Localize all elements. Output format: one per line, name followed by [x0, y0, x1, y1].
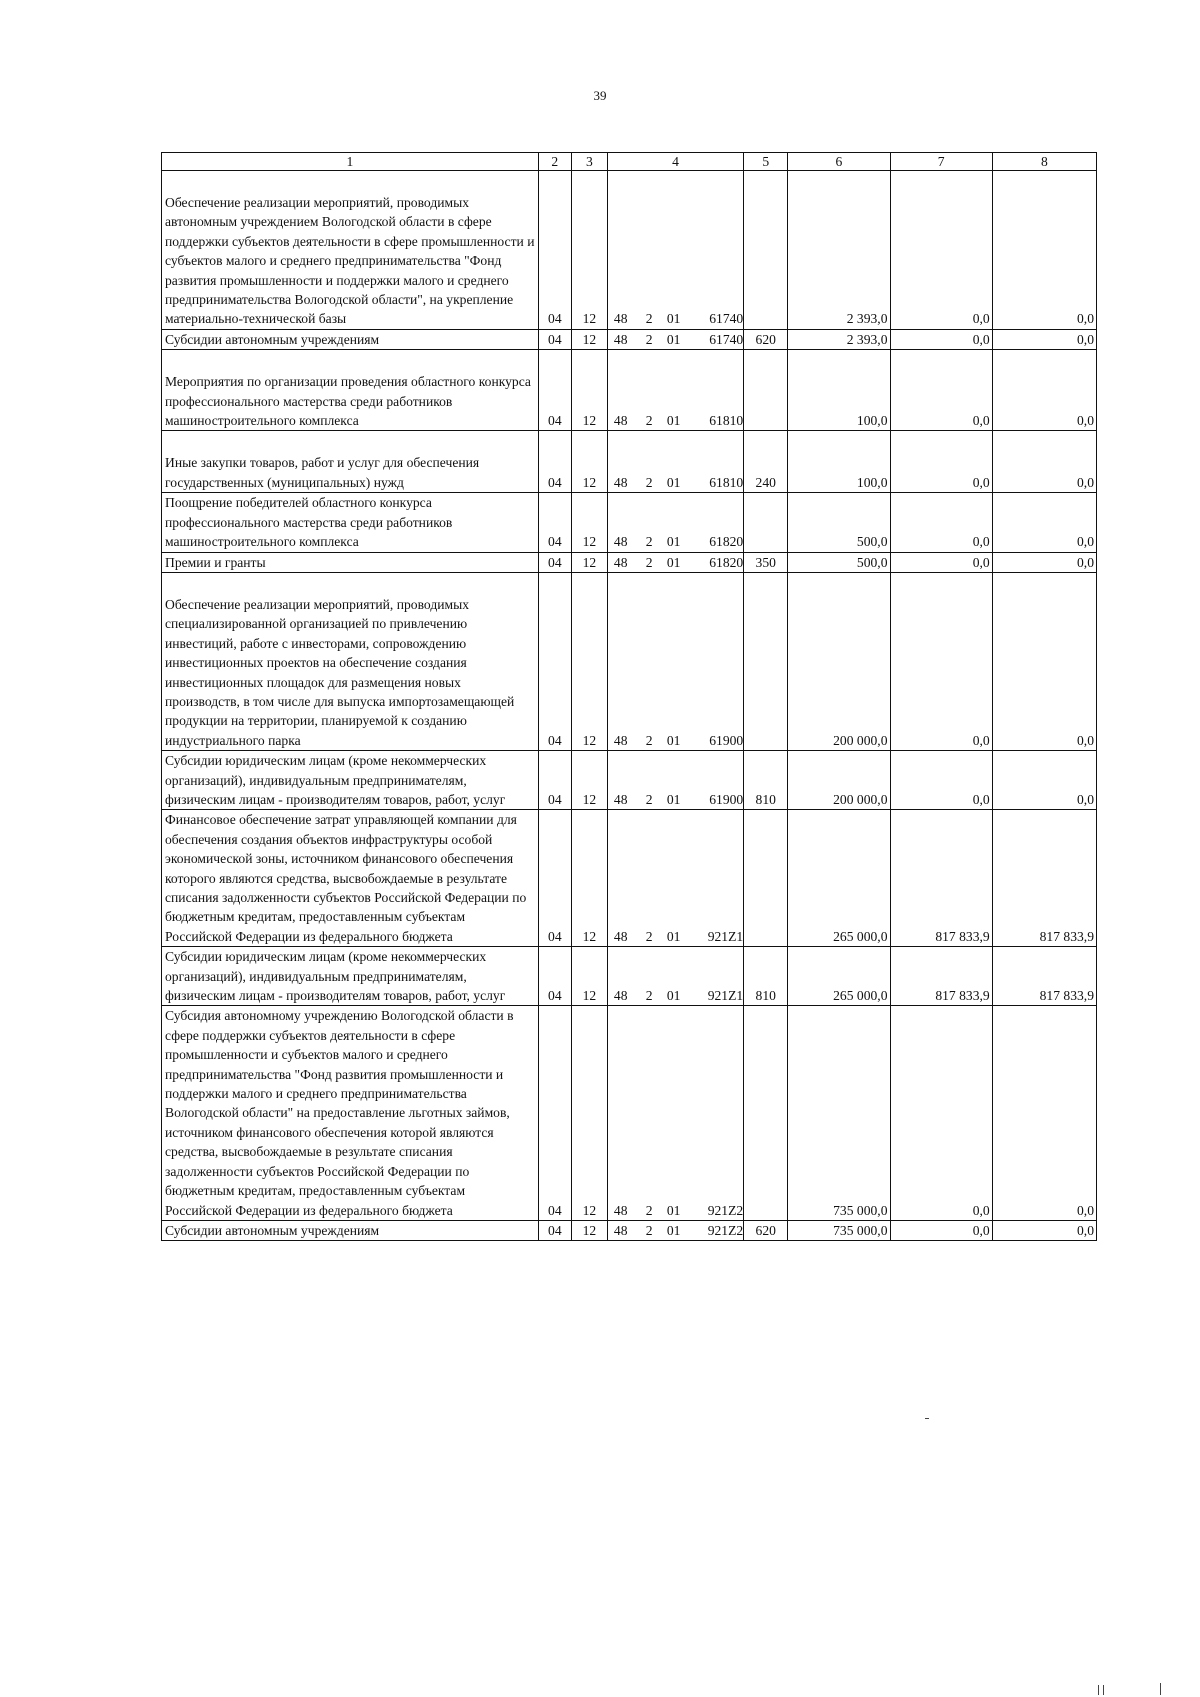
code-part: 48: [613, 928, 628, 944]
row-description: Обеспечение реализации мероприятий, проводимых автономным учреждением Вологодской области в сфере поддержки субъектов деятельности в сфере промышленности и субъектов малого и среднего предпринимательства "Фонд развития промышленности и поддержки малого и среднего предпринимательства Вологодской области", на укрепление материально-технической базы: [162, 171, 539, 330]
cell-expense-type: 810: [744, 751, 788, 810]
code-part: 2: [645, 732, 653, 748]
row-description: Поощрение победителей областного конкурса профессионального мастерства среди работников машиностроительного комплекса: [162, 493, 539, 552]
cell-amount-year3: 0,0: [992, 350, 1096, 431]
column-header: 8: [992, 153, 1096, 171]
cell-amount-year1: 100,0: [788, 350, 890, 431]
cell-amount-year2: 0,0: [890, 431, 992, 493]
table-row: [162, 810, 1097, 947]
code-part: 921Z2: [707, 1222, 744, 1238]
code-part: 01: [666, 413, 681, 429]
cell-amount-year3: 0,0: [992, 572, 1096, 750]
cell-amount-year1: 200 000,0: [788, 751, 890, 810]
cell-amount-year1: 2 393,0: [788, 171, 890, 330]
table-row: [162, 1006, 1097, 1220]
column-header: 2: [538, 153, 571, 171]
code-part: 48: [613, 1202, 628, 1218]
cell-amount-year1: 265 000,0: [788, 810, 890, 947]
cell-section: 04: [538, 552, 571, 572]
cell-expense-type: [744, 171, 788, 330]
code-part: 921Z2: [707, 1202, 744, 1218]
code-part: 01: [666, 928, 681, 944]
code-part: 2: [645, 331, 653, 347]
code-part: 01: [666, 732, 681, 748]
column-header: 4: [607, 153, 743, 171]
row-description: Субсидии юридическим лицам (кроме некоммерческих организаций), индивидуальным предпринимателям, физическим лицам - производителям товаров, работ, услуг: [162, 947, 539, 1006]
code-part: 48: [613, 988, 628, 1004]
cell-expense-type: [744, 1006, 788, 1220]
row-description: Финансовое обеспечение затрат управляющей компании для обеспечения создания объектов инфраструктуры особой экономической зоны, источником финансового обеспечения которого являются средства, высвобождаемые в результате списания задолженности субъектов Российской Федерации по бюджетным кредитам, предоставленным субъектам Российской Федерации из федерального бюджета: [162, 810, 539, 947]
cell-section: 04: [538, 329, 571, 349]
cell-subsection: 12: [571, 493, 607, 552]
cell-target-article: [607, 493, 743, 552]
cell-expense-type: 810: [744, 947, 788, 1006]
scan-mark: [1160, 1683, 1161, 1695]
cell-section: 04: [538, 431, 571, 493]
column-header: 6: [788, 153, 890, 171]
budget-table: [161, 152, 1097, 1241]
cell-section: 04: [538, 171, 571, 330]
cell-amount-year3: 0,0: [992, 493, 1096, 552]
code-part: 01: [666, 988, 681, 1004]
cell-amount-year3: 0,0: [992, 431, 1096, 493]
code-part: 2: [645, 413, 653, 429]
row-description: Субсидии автономным учреждениям: [162, 329, 539, 349]
code-part: 921Z1: [707, 988, 744, 1004]
cell-amount-year3: 0,0: [992, 329, 1096, 349]
code-part: 61810: [709, 413, 744, 429]
code-part: 48: [613, 474, 628, 490]
page-number: 39: [593, 88, 607, 103]
table-row: [162, 350, 1097, 431]
code-part: 61740: [709, 331, 744, 347]
cell-amount-year3: 0,0: [992, 751, 1096, 810]
cell-amount-year2: 0,0: [890, 552, 992, 572]
cell-expense-type: 620: [744, 329, 788, 349]
code-part: 2: [645, 311, 653, 327]
cell-section: 04: [538, 751, 571, 810]
table-row: [162, 329, 1097, 349]
cell-subsection: 12: [571, 552, 607, 572]
cell-target-article: [607, 751, 743, 810]
code-part: 01: [666, 311, 681, 327]
cell-target-article: [607, 1006, 743, 1220]
cell-section: 04: [538, 350, 571, 431]
row-description: Субсидии автономным учреждениям: [162, 1220, 539, 1240]
cell-subsection: 12: [571, 1220, 607, 1240]
cell-amount-year1: 100,0: [788, 431, 890, 493]
cell-section: 04: [538, 1220, 571, 1240]
code-part: 48: [613, 732, 628, 748]
cell-subsection: 12: [571, 1006, 607, 1220]
row-description: Обеспечение реализации мероприятий, проводимых специализированной организацией по привлечению инвестиций, работе с инвесторами, сопровождению инвестиционных проектов на обеспечение создания инвестиционных площадок для размещения новых производств, в том числе для выпуска импортозамещающей продукции на территории, планируемой к созданию индустриального парка: [162, 572, 539, 750]
cell-subsection: 12: [571, 751, 607, 810]
cell-amount-year3: 0,0: [992, 1006, 1096, 1220]
cell-target-article: [607, 572, 743, 750]
code-part: 61810: [709, 474, 744, 490]
cell-subsection: 12: [571, 171, 607, 330]
code-part: 01: [666, 474, 681, 490]
row-description: Субсидия автономному учреждению Вологодской области в сфере поддержки субъектов деятельности в сфере промышленности и субъектов малого и среднего предпринимательства "Фонд развития промышленности и поддержки малого и среднего предпринимательства Вологодской области" на предоставление льготных займов, источником финансового обеспечения которой являются средства, высвобождаемые в результате списания задолженности субъектов Российской Федерации по бюджетным кредитам, предоставленным субъектам Российской Федерации из федерального бюджета: [162, 1006, 539, 1220]
row-description: Субсидии юридическим лицам (кроме некоммерческих организаций), индивидуальным предпринимателям, физическим лицам - производителям товаров, работ, услуг: [162, 751, 539, 810]
table-row: [162, 947, 1097, 1006]
table-row: [162, 171, 1097, 330]
row-description: Мероприятия по организации проведения областного конкурса профессионального мастерства среди работников машиностроительного комплекса: [162, 350, 539, 431]
row-description: Премии и гранты: [162, 552, 539, 572]
cell-amount-year2: 0,0: [890, 329, 992, 349]
scan-mark: [1098, 1685, 1099, 1695]
table-row: [162, 552, 1097, 572]
table-row: [162, 1220, 1097, 1240]
code-part: 48: [613, 554, 628, 570]
cell-expense-type: [744, 810, 788, 947]
code-part: 2: [645, 928, 653, 944]
cell-amount-year2: 0,0: [890, 751, 992, 810]
cell-expense-type: 350: [744, 552, 788, 572]
header-row: [162, 153, 1097, 171]
cell-subsection: 12: [571, 431, 607, 493]
code-part: 2: [645, 474, 653, 490]
column-header: 3: [571, 153, 607, 171]
cell-target-article: [607, 350, 743, 431]
cell-amount-year1: 500,0: [788, 493, 890, 552]
cell-target-article: [607, 947, 743, 1006]
cell-amount-year2: 817 833,9: [890, 947, 992, 1006]
cell-amount-year3: 0,0: [992, 171, 1096, 330]
cell-subsection: 12: [571, 572, 607, 750]
cell-amount-year2: 0,0: [890, 1220, 992, 1240]
code-part: 01: [666, 791, 681, 807]
cell-section: 04: [538, 947, 571, 1006]
code-part: 01: [666, 331, 681, 347]
code-part: 2: [645, 988, 653, 1004]
code-part: 61900: [709, 732, 744, 748]
code-part: 61820: [709, 554, 744, 570]
cell-amount-year1: 2 393,0: [788, 329, 890, 349]
cell-expense-type: [744, 572, 788, 750]
table-row: [162, 572, 1097, 750]
code-part: 2: [645, 554, 653, 570]
cell-amount-year1: 500,0: [788, 552, 890, 572]
code-part: 48: [613, 534, 628, 550]
cell-amount-year1: 200 000,0: [788, 572, 890, 750]
cell-subsection: 12: [571, 350, 607, 431]
cell-section: 04: [538, 572, 571, 750]
code-part: 48: [613, 1222, 628, 1238]
cell-amount-year1: 735 000,0: [788, 1220, 890, 1240]
cell-section: 04: [538, 810, 571, 947]
table-row: [162, 493, 1097, 552]
code-part: 61820: [709, 534, 744, 550]
column-header: 7: [890, 153, 992, 171]
cell-amount-year3: 0,0: [992, 552, 1096, 572]
cell-expense-type: 620: [744, 1220, 788, 1240]
cell-amount-year2: 0,0: [890, 350, 992, 431]
scan-mark: [925, 1418, 929, 1419]
code-part: 2: [645, 1202, 653, 1218]
code-part: 921Z1: [707, 928, 744, 944]
code-part: 01: [666, 1202, 681, 1218]
cell-target-article: [607, 329, 743, 349]
cell-amount-year1: 265 000,0: [788, 947, 890, 1006]
cell-target-article: [607, 810, 743, 947]
table-row: [162, 431, 1097, 493]
cell-amount-year2: 0,0: [890, 171, 992, 330]
code-part: 48: [613, 791, 628, 807]
cell-amount-year3: 817 833,9: [992, 810, 1096, 947]
cell-subsection: 12: [571, 810, 607, 947]
cell-expense-type: 240: [744, 431, 788, 493]
code-part: 2: [645, 791, 653, 807]
cell-expense-type: [744, 350, 788, 431]
code-part: 2: [645, 1222, 653, 1238]
table-row: [162, 751, 1097, 810]
row-description: Иные закупки товаров, работ и услуг для обеспечения государственных (муниципальных) нужд: [162, 431, 539, 493]
cell-section: 04: [538, 493, 571, 552]
cell-amount-year3: 0,0: [992, 1220, 1096, 1240]
cell-amount-year2: 0,0: [890, 572, 992, 750]
cell-target-article: [607, 171, 743, 330]
code-part: 01: [666, 554, 681, 570]
cell-subsection: 12: [571, 329, 607, 349]
code-part: 01: [666, 1222, 681, 1238]
cell-amount-year3: 817 833,9: [992, 947, 1096, 1006]
cell-target-article: [607, 431, 743, 493]
cell-amount-year2: 817 833,9: [890, 810, 992, 947]
code-part: 48: [613, 311, 628, 327]
cell-amount-year2: 0,0: [890, 1006, 992, 1220]
code-part: 48: [613, 413, 628, 429]
scan-mark: [1103, 1685, 1104, 1695]
cell-expense-type: [744, 493, 788, 552]
code-part: 61740: [709, 311, 744, 327]
cell-section: 04: [538, 1006, 571, 1220]
cell-amount-year1: 735 000,0: [788, 1006, 890, 1220]
column-header: 5: [744, 153, 788, 171]
cell-subsection: 12: [571, 947, 607, 1006]
code-part: 01: [666, 534, 681, 550]
code-part: 2: [645, 534, 653, 550]
code-part: 61900: [709, 791, 744, 807]
cell-amount-year2: 0,0: [890, 493, 992, 552]
cell-target-article: [607, 552, 743, 572]
column-header: 1: [162, 153, 539, 171]
cell-target-article: [607, 1220, 743, 1240]
code-part: 48: [613, 331, 628, 347]
